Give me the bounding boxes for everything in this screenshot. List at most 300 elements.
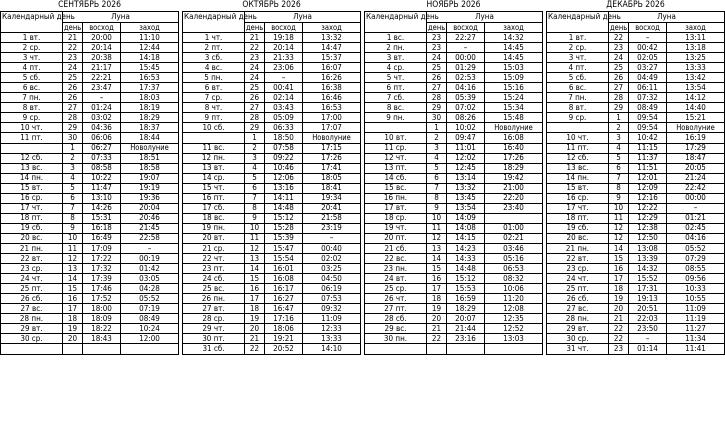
moonrise-cell: 09:54 xyxy=(629,123,667,133)
moonset-cell: 21:00 xyxy=(485,183,543,193)
lunar-day-cell: 20 xyxy=(245,324,265,334)
calendar-day-cell: 26 сб. xyxy=(1,294,63,304)
table-row xyxy=(1,193,179,203)
calendar-day-cell: 4 пт. xyxy=(1,63,63,73)
lunar-day-cell: 23 xyxy=(427,43,447,53)
table-row xyxy=(365,103,543,113)
moonrise-cell: 14:08 xyxy=(447,223,485,233)
lunar-day-cell: 26 xyxy=(245,93,265,103)
lunar-day-cell: 12 xyxy=(609,223,629,233)
moonrise-cell: 04:49 xyxy=(629,73,667,83)
moonset-cell: 05:52 xyxy=(121,294,179,304)
table-row xyxy=(183,314,361,324)
calendar-day-cell: 2 пн. xyxy=(365,43,427,53)
month-table xyxy=(546,0,725,355)
moonrise-cell: 01:24 xyxy=(83,103,121,113)
lunar-day-cell: 9 xyxy=(63,223,83,233)
moonset-cell: 15:37 xyxy=(303,53,361,63)
table-row xyxy=(1,223,179,233)
moonrise-cell: 16:01 xyxy=(265,264,303,274)
moonset-cell: 15:21 xyxy=(667,113,725,123)
moonrise-cell xyxy=(447,344,485,354)
month-panel-october xyxy=(182,0,360,432)
lunar-day-cell: 30 xyxy=(63,133,83,143)
calendar-day-cell: 16 ср. xyxy=(547,193,609,203)
table-row xyxy=(547,43,725,53)
moonset-cell: 16:19 xyxy=(667,133,725,143)
calendar-day-cell xyxy=(1,143,63,153)
moonset-cell: 16:07 xyxy=(303,63,361,73)
table-row xyxy=(1,33,179,43)
moonset-cell: 15:34 xyxy=(485,103,543,113)
table-row xyxy=(365,274,543,284)
lunar-day-cell: 24 xyxy=(427,53,447,63)
moonrise-cell: 12:01 xyxy=(629,173,667,183)
calendar-day-header: Календарный день xyxy=(1,12,63,33)
moonset-cell xyxy=(121,344,179,354)
moonset-cell: 12:33 xyxy=(303,324,361,334)
lunar-day-cell: 19 xyxy=(609,294,629,304)
month-table xyxy=(182,0,361,355)
moonset-cell: 18:47 xyxy=(667,153,725,163)
lunar-day-cell: 9 xyxy=(245,213,265,223)
moonset-cell: 05:52 xyxy=(667,243,725,253)
moonset-cell: 03:25 xyxy=(303,264,361,274)
table-row xyxy=(365,93,543,103)
moonrise-cell: – xyxy=(265,73,303,83)
lunar-day-cell: 29 xyxy=(63,123,83,133)
calendar-day-cell: 27 пт. xyxy=(365,304,427,314)
lunar-day-cell: 14 xyxy=(245,264,265,274)
calendar-day-cell: 9 ср. xyxy=(547,113,609,123)
moonrise-cell: 17:16 xyxy=(265,314,303,324)
calendar-day-cell: 17 чт. xyxy=(1,203,63,213)
lunar-day-cell: 3 xyxy=(427,143,447,153)
calendar-day-cell xyxy=(547,123,609,133)
moonset-cell: 22:42 xyxy=(667,183,725,193)
calendar-day-cell: 8 вс. xyxy=(365,103,427,113)
moonset-cell: 10:06 xyxy=(485,284,543,294)
moonrise-cell: 11:01 xyxy=(447,143,485,153)
lunar-day-cell: 17 xyxy=(427,284,447,294)
lunar-day-cell: 23 xyxy=(609,43,629,53)
calendar-day-cell: 3 вт. xyxy=(365,53,427,63)
calendar-day-cell: 28 сб. xyxy=(365,314,427,324)
moonrise-cell: 23:06 xyxy=(265,63,303,73)
table-row xyxy=(547,143,725,153)
calendar-day-cell: 14 ср. xyxy=(183,173,245,183)
table-row xyxy=(365,73,543,83)
moonrise-cell: 16:49 xyxy=(83,233,121,243)
moonset-cell: 23:40 xyxy=(485,203,543,213)
moonset-cell: 13:18 xyxy=(667,43,725,53)
calendar-day-cell: 29 вт. xyxy=(547,324,609,334)
lunar-day-cell: 10 xyxy=(245,223,265,233)
month-title: ОКТЯБРЬ 2026 xyxy=(242,0,301,11)
calendar-day-cell: 3 чт. xyxy=(547,53,609,63)
table-row xyxy=(183,33,361,43)
moonset-cell: 16:46 xyxy=(303,93,361,103)
moonset-cell: 18:44 xyxy=(121,133,179,143)
lunar-day-cell: 4 xyxy=(63,173,83,183)
moonset-cell: 19:07 xyxy=(121,173,179,183)
moonrise-cell: 17:09 xyxy=(83,243,121,253)
calendar-day-cell: 12 пн. xyxy=(183,153,245,163)
calendar-day-cell xyxy=(1,344,63,354)
moonrise-cell: – xyxy=(447,43,485,53)
moonrise-cell: 14:26 xyxy=(83,203,121,213)
moonrise-cell: – xyxy=(629,33,667,43)
lunar-day-cell: 25 xyxy=(609,63,629,73)
calendar-day-cell: 10 чт. xyxy=(1,123,63,133)
lunar-day-cell: 27 xyxy=(245,103,265,113)
moonrise-cell: 20:14 xyxy=(265,43,303,53)
table-row xyxy=(547,264,725,274)
moonset-cell: 14:45 xyxy=(485,53,543,63)
lunar-day-cell: 7 xyxy=(63,203,83,213)
calendar-day-cell: 22 вс. xyxy=(365,254,427,264)
calendar-day-cell: 21 сб. xyxy=(365,243,427,253)
calendar-day-cell: 17 сб. xyxy=(183,203,245,213)
calendar-day-cell: 30 пт. xyxy=(183,334,245,344)
moonrise-cell: 15:28 xyxy=(265,223,303,233)
lunar-day-cell: 15 xyxy=(609,254,629,264)
calendar-day-cell: 27 вс. xyxy=(547,304,609,314)
lunar-day-cell: 27 xyxy=(609,83,629,93)
moonset-cell: 13:11 xyxy=(667,33,725,43)
moonrise-cell: 10:02 xyxy=(447,123,485,133)
moonrise-cell: 22:21 xyxy=(83,73,121,83)
calendar-day-cell: 9 пт. xyxy=(183,113,245,123)
moonset-cell: 17:26 xyxy=(303,153,361,163)
moonrise-cell: 14:48 xyxy=(447,264,485,274)
table-row xyxy=(547,284,725,294)
table-row xyxy=(183,63,361,73)
lunar-day-cell: 12 xyxy=(609,233,629,243)
table-row xyxy=(365,123,543,133)
moonset-cell: 15:48 xyxy=(485,113,543,123)
lunar-day-cell: 28 xyxy=(63,113,83,123)
calendar-day-cell: 23 ср. xyxy=(547,264,609,274)
lunar-day-cell: 11 xyxy=(245,233,265,243)
lunar-day-cell: 29 xyxy=(245,123,265,133)
moonrise-cell: 15:53 xyxy=(447,284,485,294)
moonrise-cell: 13:54 xyxy=(447,203,485,213)
moonrise-cell: 15:52 xyxy=(629,274,667,284)
moonrise-cell: 18:22 xyxy=(83,324,121,334)
moonset-cell: 12:08 xyxy=(485,304,543,314)
moonrise-cell: 20:52 xyxy=(265,344,303,354)
table-row xyxy=(547,274,725,284)
table-row xyxy=(365,254,543,264)
lunar-day-cell: 6 xyxy=(427,173,447,183)
moonrise-cell: 07:33 xyxy=(83,153,121,163)
calendar-day-cell: 31 сб. xyxy=(183,344,245,354)
calendar-day-cell: 5 сб. xyxy=(547,73,609,83)
moonrise-cell: 21:44 xyxy=(447,324,485,334)
table-row xyxy=(547,33,725,43)
lunar-day-cell: 5 xyxy=(609,153,629,163)
lunar-day-cell: 12 xyxy=(427,233,447,243)
moonset-cell: 18:19 xyxy=(121,103,179,113)
calendar-day-cell: 16 пт. xyxy=(183,193,245,203)
table-row xyxy=(365,33,543,43)
lunar-day-cell: 5 xyxy=(245,173,265,183)
calendar-day-cell: 12 сб. xyxy=(1,153,63,163)
moonset-cell: 11:41 xyxy=(667,344,725,354)
moonset-cell: 18:58 xyxy=(121,163,179,173)
table-row xyxy=(547,113,725,123)
table-row xyxy=(183,304,361,314)
calendar-day-cell: 2 ср. xyxy=(1,43,63,53)
table-row xyxy=(1,344,179,354)
moonrise-cell: 21:17 xyxy=(83,63,121,73)
lunar-day-cell: 25 xyxy=(63,73,83,83)
calendar-day-cell: 20 вс. xyxy=(1,233,63,243)
calendar-day-header: Календарный день xyxy=(547,12,609,33)
table-row xyxy=(365,163,543,173)
table-row xyxy=(547,173,725,183)
moonrise-cell: 12:50 xyxy=(629,233,667,243)
moonrise-cell: 07:32 xyxy=(629,93,667,103)
calendar-day-cell: 28 ср. xyxy=(183,314,245,324)
lunar-day-cell: 19 xyxy=(245,314,265,324)
moonrise-cell: 12:38 xyxy=(629,223,667,233)
lunar-day-cell: 25 xyxy=(427,63,447,73)
moonset-cell: 14:32 xyxy=(485,33,543,43)
calendar-day-cell: 11 вс. xyxy=(183,143,245,153)
lunar-day-cell: 1 xyxy=(63,143,83,153)
table-row xyxy=(365,213,543,223)
calendar-day-cell: 4 пт. xyxy=(547,63,609,73)
lunar-day-cell: 10 xyxy=(427,213,447,223)
lunar-day-cell: 14 xyxy=(63,274,83,284)
moonrise-cell: 03:02 xyxy=(83,113,121,123)
moonset-cell: 14:40 xyxy=(667,103,725,113)
lunar-day-cell: 6 xyxy=(609,163,629,173)
moonset-cell: 16:53 xyxy=(121,73,179,83)
moonrise-cell: 09:54 xyxy=(629,113,667,123)
moonset-cell: 14:18 xyxy=(121,53,179,63)
lunar-day-cell: 14 xyxy=(427,254,447,264)
calendar-day-cell: 3 чт. xyxy=(1,53,63,63)
table-row xyxy=(1,334,179,344)
moonset-cell: 12:35 xyxy=(485,314,543,324)
moonset-header: заход xyxy=(485,23,543,33)
moonset-cell: 04:28 xyxy=(121,284,179,294)
lunar-day-cell: 13 xyxy=(245,254,265,264)
moonrise-header: восход xyxy=(629,23,667,33)
calendar-day-cell: 27 вс. xyxy=(1,304,63,314)
table-row xyxy=(1,103,179,113)
calendar-day-cell: 30 ср. xyxy=(1,334,63,344)
table-row xyxy=(183,113,361,123)
table-row xyxy=(365,43,543,53)
calendar-day-cell: 10 сб. xyxy=(183,123,245,133)
moonset-cell: 20:46 xyxy=(121,213,179,223)
table-row xyxy=(365,304,543,314)
calendar-day-cell: 11 ср. xyxy=(365,143,427,153)
moonset-cell: 13:54 xyxy=(667,83,725,93)
calendar-day-cell: 4 ср. xyxy=(365,63,427,73)
table-row xyxy=(183,203,361,213)
calendar-day-cell: 17 чт. xyxy=(547,203,609,213)
lunar-day-cell: 4 xyxy=(427,153,447,163)
table-row xyxy=(1,53,179,63)
moonrise-cell: 16:59 xyxy=(447,294,485,304)
moonrise-cell: 12:02 xyxy=(447,153,485,163)
moonrise-cell: 15:12 xyxy=(265,213,303,223)
table-row xyxy=(183,183,361,193)
lunar-day-cell: 2 xyxy=(427,133,447,143)
moonset-cell: 20:05 xyxy=(667,163,725,173)
table-row xyxy=(1,83,179,93)
moonrise-cell: 11:47 xyxy=(83,183,121,193)
moonset-cell: 14:45 xyxy=(485,43,543,53)
moonset-cell: 04:50 xyxy=(303,274,361,284)
lunar-day-cell: 7 xyxy=(427,183,447,193)
moonrise-header: восход xyxy=(447,23,485,33)
moonrise-cell: 22:03 xyxy=(629,314,667,324)
moonset-cell: 11:27 xyxy=(667,324,725,334)
lunar-day-cell: 13 xyxy=(63,264,83,274)
calendar-day-cell: 23 ср. xyxy=(1,264,63,274)
lunar-day-cell xyxy=(427,344,447,354)
calendar-day-cell: 14 пн. xyxy=(547,173,609,183)
moonrise-cell: 03:43 xyxy=(265,103,303,113)
moonset-cell: 09:56 xyxy=(667,274,725,284)
calendar-day-cell: 10 чт. xyxy=(547,133,609,143)
table-row xyxy=(365,173,543,183)
lunar-day-cell: 26 xyxy=(63,93,83,103)
moonrise-cell: 17:46 xyxy=(83,284,121,294)
moonset-cell: 06:53 xyxy=(485,264,543,274)
moonrise-cell: 14:48 xyxy=(265,203,303,213)
moonset-cell: 11:09 xyxy=(303,314,361,324)
moonset-cell: 03:05 xyxy=(121,274,179,284)
table-row xyxy=(183,213,361,223)
table-row xyxy=(1,73,179,83)
lunar-day-cell: 24 xyxy=(63,63,83,73)
calendar-day-cell: 14 сб. xyxy=(365,173,427,183)
moonset-cell: 13:42 xyxy=(667,73,725,83)
table-row xyxy=(183,143,361,153)
lunar-day-cell: 24 xyxy=(245,73,265,83)
lunar-day-cell: 23 xyxy=(427,33,447,43)
lunar-day-cell: 9 xyxy=(427,203,447,213)
lunar-day-cell: 6 xyxy=(63,193,83,203)
moonset-cell: 15:24 xyxy=(485,93,543,103)
calendar-day-cell: 23 пт. xyxy=(183,264,245,274)
moonrise-cell: 01:29 xyxy=(447,63,485,73)
calendar-day-cell: 6 вт. xyxy=(183,83,245,93)
moonset-cell: 16:38 xyxy=(303,83,361,93)
moonrise-cell: 05:09 xyxy=(265,113,303,123)
table-row xyxy=(183,153,361,163)
lunar-day-cell: 22 xyxy=(609,324,629,334)
lunar-day-cell: 23 xyxy=(609,344,629,354)
moon-header: Луна xyxy=(427,12,543,23)
moonrise-cell: 13:32 xyxy=(447,183,485,193)
calendar-day-cell: 5 пн. xyxy=(183,73,245,83)
moonset-cell: 17:26 xyxy=(485,153,543,163)
moonrise-cell: 00:41 xyxy=(265,83,303,93)
table-row xyxy=(1,43,179,53)
lunar-day-cell: 13 xyxy=(427,243,447,253)
moonrise-cell: 17:31 xyxy=(629,284,667,294)
moonset-cell: 18:05 xyxy=(303,173,361,183)
calendar-day-cell: 13 вс. xyxy=(547,163,609,173)
table-row xyxy=(365,63,543,73)
moonset-cell: 11:09 xyxy=(667,304,725,314)
table-row xyxy=(547,213,725,223)
month-panel-november xyxy=(364,0,542,432)
table-row xyxy=(365,243,543,253)
moonset-cell: 07:53 xyxy=(303,294,361,304)
table-row xyxy=(183,324,361,334)
moonrise-cell: 13:16 xyxy=(265,183,303,193)
table-row xyxy=(547,294,725,304)
table-row xyxy=(1,183,179,193)
moonset-cell: 00:19 xyxy=(121,254,179,264)
moon-header: Луна xyxy=(609,12,725,23)
moonset-cell: 01:00 xyxy=(485,223,543,233)
moonset-cell: 23:19 xyxy=(303,223,361,233)
lunar-day-cell: 16 xyxy=(63,294,83,304)
table-row xyxy=(547,73,725,83)
moonset-cell: 20:04 xyxy=(121,203,179,213)
table-row xyxy=(183,103,361,113)
lunar-day-cell: 28 xyxy=(245,113,265,123)
moonset-cell: 16:53 xyxy=(303,103,361,113)
moonrise-cell: 06:11 xyxy=(629,83,667,93)
lunar-day-cell: 19 xyxy=(427,304,447,314)
lunar-day-cell: 4 xyxy=(245,163,265,173)
moonset-cell: 01:42 xyxy=(121,264,179,274)
lunar-day-cell: 23 xyxy=(245,53,265,63)
lunar-day-cell: 16 xyxy=(427,274,447,284)
calendar-day-cell: 21 пн. xyxy=(547,243,609,253)
calendar-day-cell: 1 вт. xyxy=(547,33,609,43)
lunar-day-cell: 5 xyxy=(427,163,447,173)
calendar-day-cell: 18 вс. xyxy=(183,213,245,223)
moonrise-cell: 12:22 xyxy=(629,203,667,213)
lunar-day-cell: 30 xyxy=(427,113,447,123)
table-row xyxy=(547,83,725,93)
month-table xyxy=(364,0,543,355)
calendar-day-cell: 18 ср. xyxy=(365,213,427,223)
calendar-day-cell: 22 вт. xyxy=(1,254,63,264)
table-row xyxy=(547,233,725,243)
moonset-header: заход xyxy=(667,23,725,33)
lunar-day-cell: 1 xyxy=(609,113,629,123)
lunar-day-cell: 15 xyxy=(245,274,265,284)
moonset-cell: 17:15 xyxy=(303,143,361,153)
moonset-cell: Новолуние xyxy=(303,133,361,143)
moonrise-cell: 18:29 xyxy=(447,304,485,314)
lunar-day-cell: 10 xyxy=(609,203,629,213)
moonset-cell: 15:16 xyxy=(485,83,543,93)
lunar-day-cell: 15 xyxy=(63,284,83,294)
lunar-day-cell: 26 xyxy=(63,83,83,93)
table-row xyxy=(365,133,543,143)
moonset-cell: 15:03 xyxy=(485,63,543,73)
calendar-day-cell: 11 пт. xyxy=(1,133,63,143)
month-title: СЕНТЯБРЬ 2026 xyxy=(58,0,121,11)
moonset-cell: 12:52 xyxy=(485,324,543,334)
moonrise-cell: 13:08 xyxy=(629,243,667,253)
table-row xyxy=(365,53,543,63)
